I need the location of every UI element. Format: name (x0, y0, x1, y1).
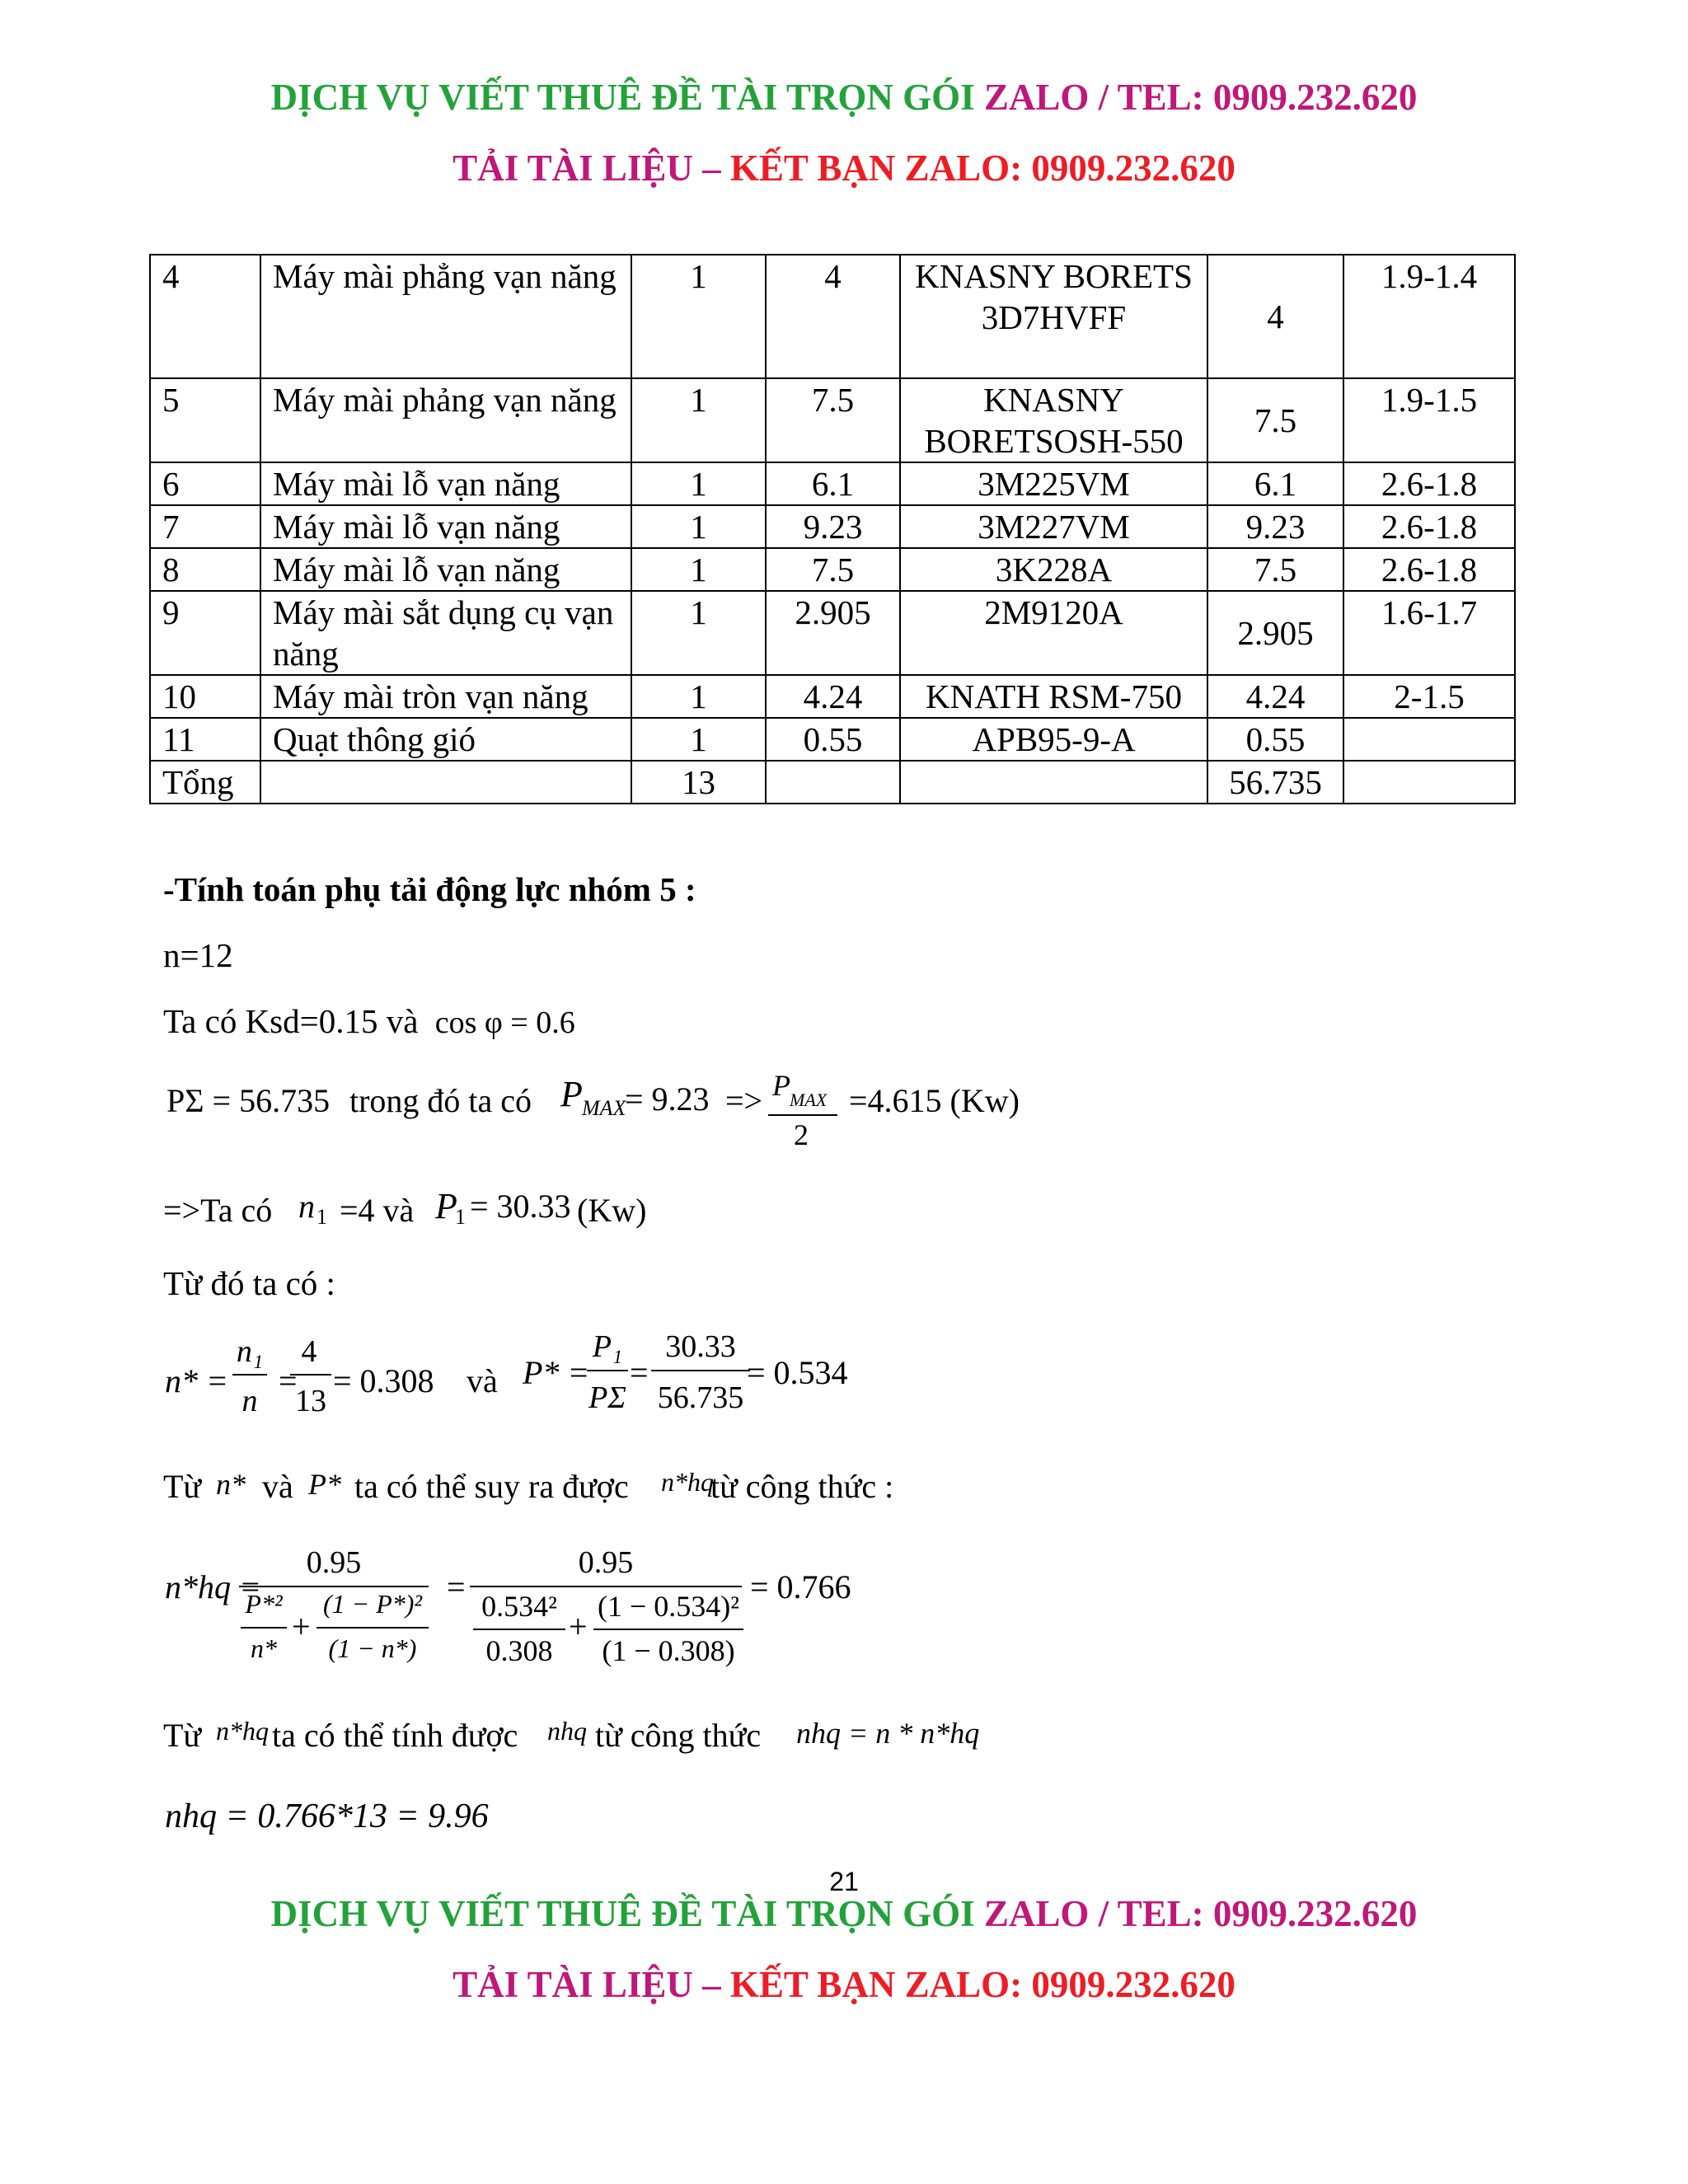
row-stt-cell: 5 (150, 378, 260, 462)
pstar-f2-denominator: 56.735 (657, 1380, 744, 1415)
table-row (150, 591, 1515, 675)
formula2-b-numerator: (1 − 0.534)² (597, 1590, 740, 1623)
calc-nstar-symbol: n*hq (216, 1716, 269, 1746)
pmax-value: = 9.23 (625, 1080, 710, 1118)
row-stt-cell: 8 (150, 548, 260, 591)
nhq-lhs: n*hq = (165, 1568, 261, 1605)
row-qty-cell: 1 (631, 548, 766, 591)
p1-unit: (Kw) (577, 1192, 647, 1229)
row-model-cell: 2M9120A (900, 591, 1207, 675)
nstar-f2-denominator: 13 (295, 1384, 326, 1418)
derive-text-1: Từ (163, 1468, 202, 1505)
row-name-cell: Máy mài lỗ vạn năng (260, 462, 631, 505)
row-qty-cell: 1 (631, 591, 766, 675)
calc-text-3: từ công thức (595, 1717, 762, 1754)
formula-a-numerator: P*² (245, 1589, 283, 1619)
fraction-bar (473, 1629, 565, 1630)
from-text: Từ đó ta có : (163, 1264, 335, 1302)
formula-b-denominator: (1 − n*) (328, 1633, 417, 1663)
row-name-cell: Máy mài tròn vạn năng (260, 675, 631, 718)
section-heading: -Tính toán phụ tải động lực nhóm 5 : (163, 870, 696, 908)
row-ratio-cell: 1.6-1.7 (1343, 591, 1515, 675)
row-name-cell: Quạt thông gió (260, 718, 631, 761)
nstar-f1-denominator: n (241, 1384, 258, 1418)
row-stt-cell: 7 (150, 505, 260, 548)
n1-value: =4 và (340, 1192, 415, 1229)
row-qty-cell: 1 (631, 255, 766, 378)
row-model-cell: 3K228A (900, 548, 1207, 591)
row-model-cell: KNATH RSM-750 (900, 675, 1207, 718)
pmax-symbol: P (560, 1074, 583, 1114)
calc-text-2: ta có thể tính được (272, 1717, 518, 1754)
formula-a-denominator: n* (251, 1633, 277, 1663)
half-value: =4.615 (Kw) (849, 1082, 1020, 1119)
row-name-cell: Máy mài phảng vạn năng (260, 378, 631, 462)
derive-p-symbol: P* (308, 1468, 341, 1501)
nstar-f2-numerator: 4 (301, 1334, 317, 1369)
row-total-cell: 7.5 (1207, 548, 1343, 591)
row-qty-cell: 1 (631, 378, 766, 462)
row-qty-cell: 1 (631, 675, 766, 718)
empty-cell (766, 761, 900, 804)
fraction-bar (232, 1374, 267, 1376)
pstar-f1-numerator: P₁ (592, 1329, 623, 1364)
and-text: và (467, 1362, 498, 1399)
p1-symbol: P (435, 1186, 457, 1226)
calc-nhq-symbol: nhq (547, 1716, 587, 1746)
formula2-numerator: 0.95 (578, 1545, 634, 1580)
row-stt-cell: 4 (150, 255, 260, 378)
pmax-subscript: MAX (582, 1096, 626, 1120)
row-stt-cell: 11 (150, 718, 260, 761)
footer-banner-line-1 (0, 1892, 1688, 1935)
row-qty-cell: 1 (631, 718, 766, 761)
row-total-cell: 9.23 (1207, 505, 1343, 548)
fraction-bar (316, 1627, 429, 1629)
row-power-cell: 7.5 (766, 378, 900, 462)
header-service-text: DỊCH VỤ VIẾT THUÊ ĐỀ TÀI TRỌN GÓI (270, 77, 984, 118)
row-power-cell: 4 (766, 255, 900, 378)
footer-contact-text: ZALO / TEL: 0909.232.620 (983, 1893, 1418, 1934)
row-ratio-cell: 2.6-1.8 (1343, 505, 1515, 548)
fraction-bar (470, 1586, 742, 1587)
half-numerator-subscript: MAX (790, 1090, 828, 1110)
nstar-result: = 0.308 (333, 1362, 434, 1399)
calc-text-1: Từ (163, 1717, 202, 1754)
table-row (150, 378, 1515, 462)
derive-nhq-symbol: n*hq (661, 1467, 714, 1497)
row-stt-cell: 10 (150, 675, 260, 718)
pstar-f2-numerator: 30.33 (665, 1329, 736, 1364)
nhq-result: = 0.766 (750, 1568, 851, 1605)
nstar-lhs: n* = (165, 1362, 228, 1399)
fraction-bar (241, 1627, 287, 1629)
row-ratio-cell: 2.6-1.8 (1343, 462, 1515, 505)
formula-b-numerator: (1 − P*)² (322, 1589, 423, 1619)
formula2-b-denominator: (1 − 0.308) (602, 1634, 735, 1667)
row-qty-cell: 1 (631, 462, 766, 505)
equipment-table (149, 254, 1516, 804)
equals-sign: = (279, 1362, 298, 1399)
footer-service-text: DỊCH VỤ VIẾT THUÊ ĐỀ TÀI TRỌN GÓI (270, 1893, 984, 1934)
derive-n-symbol: n* (216, 1468, 246, 1501)
footer-zalo-text: KẾT BẠN ZALO: 0909.232.620 (729, 1964, 1236, 2005)
row-model-cell: APB95-9-A (900, 718, 1207, 761)
header-download-text: TẢI TÀI LIỆU – (452, 148, 730, 189)
header-contact-text: ZALO / TEL: 0909.232.620 (983, 77, 1418, 118)
fraction-bar (587, 1370, 628, 1371)
empty-cell (1343, 761, 1515, 804)
fraction-bar (768, 1114, 837, 1116)
page-number: 21 (829, 1867, 859, 1896)
row-power-cell: 9.23 (766, 505, 900, 548)
equals-sign: = (447, 1568, 466, 1605)
half-numerator-symbol: P (772, 1069, 790, 1102)
plus-sign: + (569, 1608, 588, 1645)
row-qty-cell: 1 (631, 505, 766, 548)
row-model-cell: 3M227VM (900, 505, 1207, 548)
table-row (150, 462, 1515, 505)
cos-phi-expression: cos φ = 0.6 (434, 1005, 575, 1040)
row-ratio-cell: 2.6-1.8 (1343, 548, 1515, 591)
table-row (150, 505, 1515, 548)
pstar-result: = 0.534 (747, 1354, 848, 1391)
row-power-cell: 0.55 (766, 718, 900, 761)
row-name-cell: Máy mài phẳng vạn năng (260, 255, 631, 378)
row-total-cell: 6.1 (1207, 462, 1343, 505)
footer-banner-line-2 (0, 1963, 1688, 2006)
ksd-line (163, 1001, 575, 1041)
n1-symbol: n (298, 1188, 315, 1225)
formula-numerator: 0.95 (306, 1545, 362, 1580)
fraction-bar (651, 1370, 750, 1371)
derive-and: và (262, 1468, 293, 1505)
row-power-cell: 6.1 (766, 462, 900, 505)
row-power-cell: 4.24 (766, 675, 900, 718)
row-total-cell: 0.55 (1207, 718, 1343, 761)
row-total-cell: 4.24 (1207, 675, 1343, 718)
row-model-cell: 3M225VM (900, 462, 1207, 505)
psum-expression: PΣ = 56.735 (166, 1082, 331, 1119)
row-model-cell: KNASNY BORETS 3D7HVFF (900, 255, 1207, 378)
sum-qty-cell: 13 (631, 761, 766, 804)
row-total-cell: 4 (1207, 255, 1343, 378)
footer-download-text: TẢI TÀI LIỆU – (452, 1964, 730, 2005)
pstar-f1-denominator: PΣ (588, 1380, 626, 1415)
row-power-cell: 2.905 (766, 591, 900, 675)
derive-text-2: ta có thể suy ra được (354, 1468, 629, 1505)
row-name-cell: Máy mài sắt dụng cụ vạn năng (260, 591, 631, 675)
table-row (150, 255, 1515, 378)
implies-arrow: => (725, 1082, 763, 1119)
n1-subscript: 1 (316, 1205, 327, 1229)
table-row (150, 675, 1515, 718)
row-total-cell: 2.905 (1207, 591, 1343, 675)
sum-total-cell: 56.735 (1207, 761, 1343, 804)
header-banner-line-1 (0, 76, 1688, 119)
calc-formula: nhq = n * n*hq (796, 1717, 980, 1750)
ksd-text: Ta có Ksd=0.15 và (163, 1002, 419, 1040)
final-expression: nhq = 0.766*13 = 9.96 (165, 1797, 489, 1835)
row-ratio-cell (1343, 718, 1515, 761)
table-row (150, 548, 1515, 591)
nstar-f1-numerator: n₁ (236, 1334, 264, 1369)
row-power-cell: 7.5 (766, 548, 900, 591)
fraction-bar (593, 1629, 743, 1630)
sum-label-cell: Tổng (150, 761, 260, 804)
row-ratio-cell: 1.9-1.5 (1343, 378, 1515, 462)
p1-subscript: 1 (455, 1205, 466, 1229)
psum-text: trong đó ta có (349, 1082, 532, 1119)
equals-sign: = (630, 1354, 649, 1391)
fraction-bar (290, 1374, 331, 1376)
row-name-cell: Máy mài lỗ vạn năng (260, 548, 631, 591)
empty-cell (260, 761, 631, 804)
half-denominator: 2 (794, 1118, 809, 1151)
fraction-bar (239, 1586, 429, 1587)
plus-sign: + (292, 1608, 311, 1645)
p1-value: = 30.33 (470, 1188, 571, 1225)
header-zalo-text: KẾT BẠN ZALO: 0909.232.620 (729, 148, 1236, 189)
formula2-a-numerator: 0.534² (481, 1590, 557, 1623)
row-stt-cell: 6 (150, 462, 260, 505)
row-model-cell: KNASNY BORETSOSH-550 (900, 378, 1207, 462)
formula2-a-denominator: 0.308 (485, 1634, 553, 1667)
n1-text: =>Ta có (163, 1192, 273, 1229)
table-sum-row (150, 761, 1515, 804)
table-row (150, 718, 1515, 761)
row-ratio-cell: 1.9-1.4 (1343, 255, 1515, 378)
row-ratio-cell: 2-1.5 (1343, 675, 1515, 718)
derive-text-3: từ công thức : (710, 1468, 894, 1505)
pstar-lhs: P* = (523, 1354, 590, 1391)
n-value-line: n=12 (163, 936, 233, 974)
header-banner-line-2 (0, 147, 1688, 190)
row-stt-cell: 9 (150, 591, 260, 675)
row-total-cell: 7.5 (1207, 378, 1343, 462)
row-name-cell: Máy mài lỗ vạn năng (260, 505, 631, 548)
empty-cell (900, 761, 1207, 804)
